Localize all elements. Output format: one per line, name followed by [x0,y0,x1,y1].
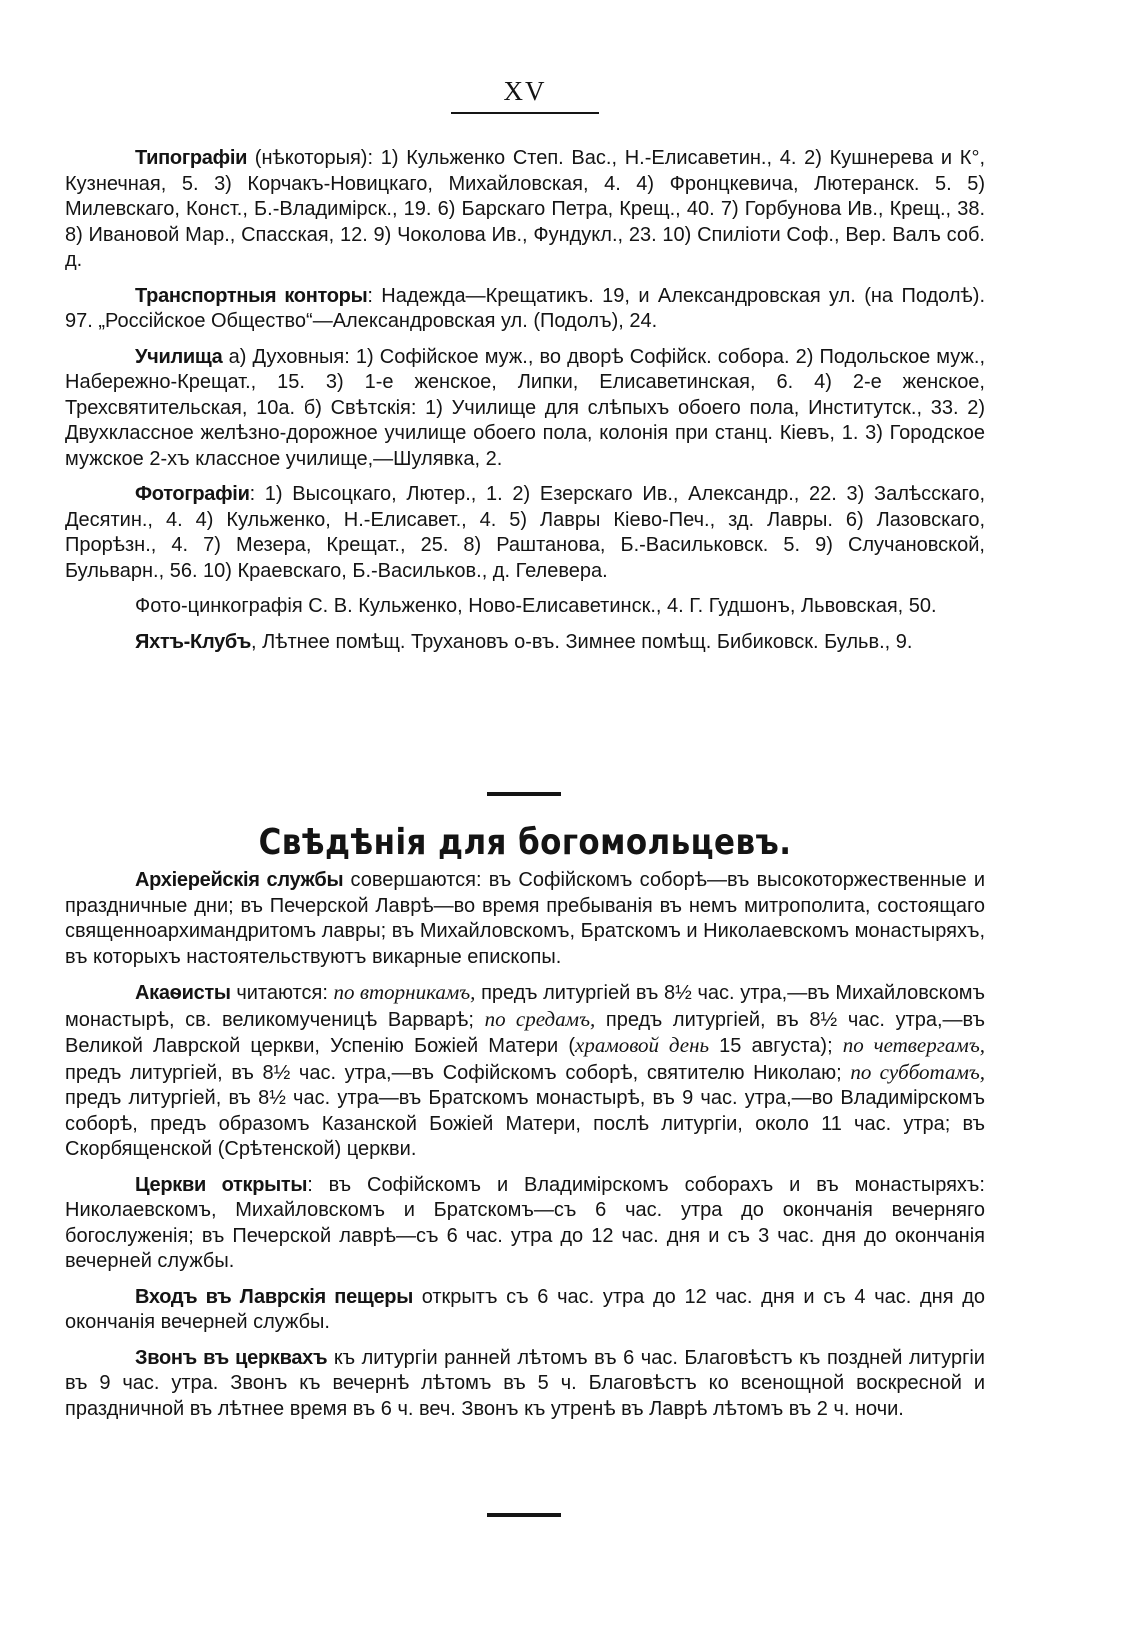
document-page [65,0,985,1638]
text-akathists-4: 15 августа); [709,1035,843,1057]
text-akathists-5: предъ литургіей, въ 8½ час. утра,—въ Софійскомъ соборѣ, святителю Николаю; [65,1061,851,1084]
section-title: Свѣдѣнія для богомольцевъ. [258,822,792,863]
term-services: Архіерейскія службы [135,869,344,891]
text-akathists-3: предъ литургіей, въ 8½ час. утра,—въ Великой Лаврской церкви, Успенію Божіей Матери ( [65,1008,985,1057]
italic-thursdays: по четвергамъ, [842,1033,985,1057]
section-addresses [65,146,985,665]
term-typography: Типографіи [135,147,248,169]
text-bells: къ литургіи ранней лѣтомъ въ 6 час. Благовѣстъ къ поздней литургіи въ 9 час. утра. Звонъ къ вечернѣ лѣтомъ въ 5 ч. Благовѣстъ ко всенощной воскресной и праздничной въ лѣтнее время въ 6 ч. веч. Звонъ къ утренѣ въ Лаврѣ лѣтомъ въ 2 ч. ночи. [65,1346,985,1420]
text-photozinc: Фото-цинкографія С. В. Кульженко, Ново-Елисаветинск., 4. Г. Гудшонъ, Львовская, 50. [135,595,937,617]
paragraph-bells [65,1346,985,1423]
paragraph-yacht-club [65,630,985,656]
text-caves: открытъ съ 6 час. утра до 12 час. дня и съ 4 час. дня до окончанія вечерней службы. [65,1285,985,1333]
section-pilgrims [65,868,985,1432]
text-akathists-1: читаются: [230,982,334,1004]
paragraph-photozinc [65,594,985,620]
paragraph-caves [65,1285,985,1336]
text-akathists-6: предъ литургіей, въ 8½ час. утра—въ Братскомъ монастырѣ, въ 9 час. утра,—во Владимірскомъ соборѣ, предъ образомъ Казанской Божіей Матери, послѣ литургіи, около 11 час. утра; въ Скорбященской (Срѣтенской) церкви. [65,1087,985,1160]
text-yacht-club: , Лѣтнее помѣщ. Трухановъ о-въ. Зимнее помѣщ. Бибиковск. Бульв., 9. [250,630,913,653]
paragraph-services [65,868,985,970]
paragraph-typography [65,146,985,274]
text-photography: : 1) Высоцкаго, Лютер., 1. 2) Езерскаго Ив., Александр., 22. 3) Залѣсскаго, Десятин., 4. 4) Кульженко, Н.-Елисавет., 4. 5) Лавры Кіево-Печ., зд. Лавры. 6) Лазовскаго, Прорѣзн., 4. 7) Мезера, Крещат., 25. 8) Раштанова, Б.-Васильковск. 5. 9) Случановской, Бульварн., 56. 10) Краевскаго, Б.-Васильков., д. Гелевера. [65,483,985,582]
text-transport: : Надежда—Крещатикъ. 19, и Александровская ул. (на Подолѣ). 97. „Россійское Общество“—Александровская ул. (Подолъ), 24. [65,284,985,332]
section-divider [487,792,561,796]
paragraph-schools [65,345,985,473]
term-caves: Входъ въ Лаврскія пещеры [135,1285,414,1308]
end-rule [487,1513,561,1517]
paragraph-photography [65,482,985,584]
paragraph-transport [65,284,985,335]
italic-saturdays: по субботамъ, [850,1059,985,1084]
term-schools: Училища [135,345,223,368]
header-rule [451,112,599,114]
term-churches-open: Церкви открыты [135,1173,308,1196]
term-yacht-club: Яхтъ-Клубъ [135,630,251,653]
text-schools: а) Духовныя: 1) Софійское муж., во дворѣ Софійск. собора. 2) Подольское муж., Набережно-Крещат., 15. 3) 1-е женское, Липки, Елисаветинская, 6. 4) 2-е женское, Трехсвятительская, 10а. б) Свѣтскія: 1) Училище для слѣпыхъ обоего пола, Институтск., 33. 2) Двухклассное желѣзно-дорожное училище обоего пола, колонія при станц. Кіевъ, 1. 3) Городское мужское 2-хъ классное училище,—Шулявка, 2. [65,345,985,470]
term-photography: Фотографіи [135,483,250,505]
text-akathists-2: предъ литургіей въ 8½ час. утра,—въ Михайловскомъ монастырѣ, св. великомученицѣ Варварѣ; [65,982,985,1031]
text-churches-open: : въ Софійскомъ и Владимірскомъ соборахъ и въ монастыряхъ: Николаевскомъ, Михайловскомъ и Братскомъ—съ 6 час. утра до окончанія вечерняго богослуженія; въ Печерской лаврѣ—съ 6 час. утра до 12 час. дня и съ 3 час. дня до окончанія вечерней службы. [65,1173,985,1272]
italic-tuesdays: по вторникамъ, [333,980,476,1004]
page-number: XV [503,76,547,106]
italic-wednesdays: по средамъ, [484,1006,596,1031]
term-bells: Звонъ въ церквахъ [135,1346,328,1369]
paragraph-akathists [65,980,985,1163]
text-typography: (нѣкоторыя): 1) Кульженко Степ. Вас., Н.-Елисаветин., 4. 2) Кушнерева и К°, Кузнечная, 5. 3) Корчакъ-Новицкаго, Михайловская, 4. 4) Фронцкевича, Лютеранск. 5. 5) Милевскаго, Конст., Б.-Владимірск., 19. 6) Барскаго Петра, Крещ., 40. 7) Горбунова Ив., Крещ., 38. 8) Ивановой Мар., Спасская, 12. 9) Чоколова Ив., Фундукл., 23. 10) Спиліоти Соф., Вер. Валъ соб. д. [65,147,985,271]
italic-feast-day: храмовой день [575,1033,710,1057]
text-services: совершаются: въ Софійскомъ соборѣ—въ высокоторжественные и праздничные дни; въ Печерской Лаврѣ—во время пребыванія въ немъ митрополита, состоящаго священноархимандритомъ лавры; въ Михайловскомъ, Братскомъ и Николаевскомъ монастыряхъ, въ которыхъ настоятельствуютъ викарные епископы. [65,869,985,968]
term-transport: Транспортныя конторы [135,284,368,307]
term-akathists: Акаѳисты [135,982,231,1004]
paragraph-churches-open [65,1173,985,1275]
